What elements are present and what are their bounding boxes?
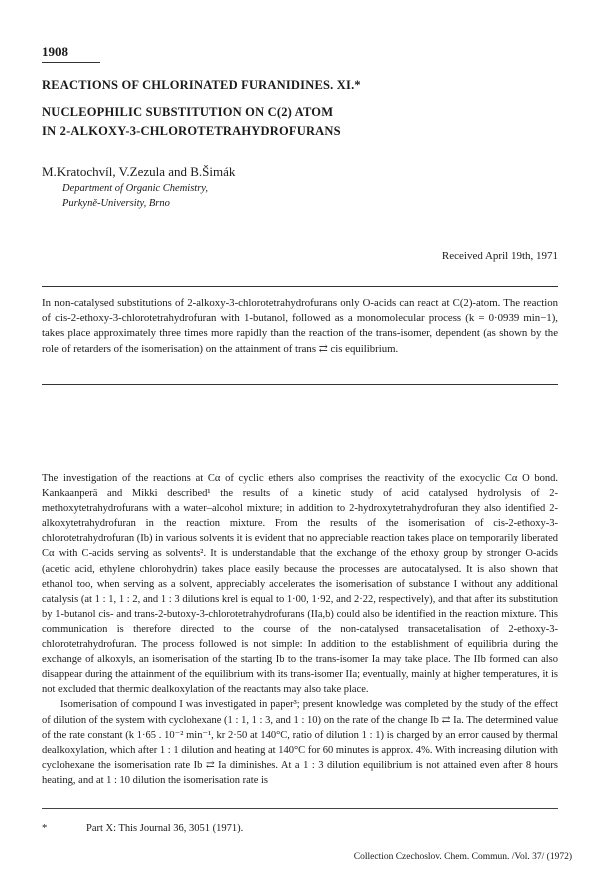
abstract-bottom-rule (42, 384, 558, 385)
footnote-marker: * (42, 823, 48, 834)
abstract-top-rule (42, 286, 558, 287)
article-title-line-3: IN 2-ALKOXY-3-CHLOROTETRAHYDROFURANS (42, 124, 341, 138)
abstract: In non-catalysed substitutions of 2-alkoxy-3-chlorotetrahydrofurans only O-acids can react at C(2)-atom. The reaction of cis-2-ethoxy-3-chlorotetrahydrofuran with 1-butanol, followed as a monomolecular process (k = 0·0939 min−1), takes place approximately three times more rapidly than the reaction of the trans-isomer, dependent (as shown by the role of retarders of the isomerisation) on the attainment of trans ⇄ cis equilibrium. (42, 297, 558, 355)
article-title-line-2: NUCLEOPHILIC SUBSTITUTION ON C(2) ATOM (42, 105, 334, 119)
journal-reference: Collection Czechoslov. Chem. Commun. /Vol. 37/ (1972) (353, 852, 572, 862)
article-body (42, 471, 558, 788)
page-number-rule (42, 62, 100, 63)
received-date: Received April 19th, 1971 (441, 250, 558, 262)
authors: M.Kratochvíl, V.Zezula and B.Šimák (42, 164, 236, 179)
affiliation-university: Purkyně-University, Brno (62, 198, 170, 209)
footnote-rule (42, 808, 558, 809)
body-paragraph-2: Isomerisation of compound I was investigated in paper³; present knowledge was completed by the study of the effect of dilution of the system with cyclohexane (1 : 1, 1 : 3, and 1 : 10) on the rate of the change Ib ⇄ Ia. The determined value of the rate constant (k 1·65 . 10⁻² min⁻¹, kr 2·50 at 140°C, ratio of dilution 1 : 1) is charged by an error caused by thermal dealkoxylation, which after 1 : 1 dilution and heating at 140°C for 60 minutes is approx. 4%. With increasing dilution with cyclohexane the isomerisation rate Ib ⇄ Ia diminishes. At a 1 : 3 dilution equilibrium is not attained even after 8 hours heating, and at 1 : 10 dilution the isomerisation rate is (42, 699, 558, 786)
article-title-line-1: REACTIONS OF CHLORINATED FURANIDINES. XI.* (42, 78, 361, 92)
affiliation-department: Department of Organic Chemistry, (62, 183, 209, 194)
footnote (42, 823, 243, 834)
body-paragraph-1: The investigation of the reactions at Cα of cyclic ethers also comprises the reactivity of the exocyclic Cα O bond. Kankaanperä and Mikki described¹ the results of a kinetic study of acid catalysed hydrolysis of 2-methoxytetrahydrofurans with a water–alcohol mixture; in addition to 2-hydroxytetrahydrofuran they also identified 2-alkoxytetrahydrofuran in the reaction mixture. From the results of the isomerisation of cis-2-ethoxy-3-chlorotetrahydrofuran (Ib) in various solvents it is evident that no appreciable reaction takes place on temporarily liberated Cα with C-acids serving as solvents². It is understandable that the exchange of the ethoxy group by stronger O-acids (acetic acid, ethylene chlorohydrin) takes place easily because the processes are autocatalysed. It is also shown that ethanol too, when serving as a solvent, appreciably accelerates the isomerisation of substance I without any additional catalysis (at 1 : 1, 1 : 2, and 1 : 3 dilutions krel is equal to 1·00, 1·92, and 2·22, respectively), and that after its substitution by 1-butanol cis- and trans-2-butoxy-3-chlorotetrahydrofurans (IIa,b) could also be identified in the reaction mixture. This communication is therefore directed to the course of the non-catalysed transacetalisation of 2-ethoxy-3-chlorotetrahydrofuran. The process followed is not simple: In addition to the establishment of equilibria during the exchange of alkoxyls, an isomerisation of the starting Ib to the trans-isomer Ia may take place. The IIb formed can also disappear during the attainment of the equilibrium with its trans-isomer IIa; eventually, mainly at higher temperatures, it is not excluded that thermic dealkoxylation of the reactants may also take place. (42, 473, 558, 696)
footnote-text: Part X: This Journal 36, 3051 (1971). (86, 823, 244, 834)
page-number: 1908 (42, 44, 68, 59)
